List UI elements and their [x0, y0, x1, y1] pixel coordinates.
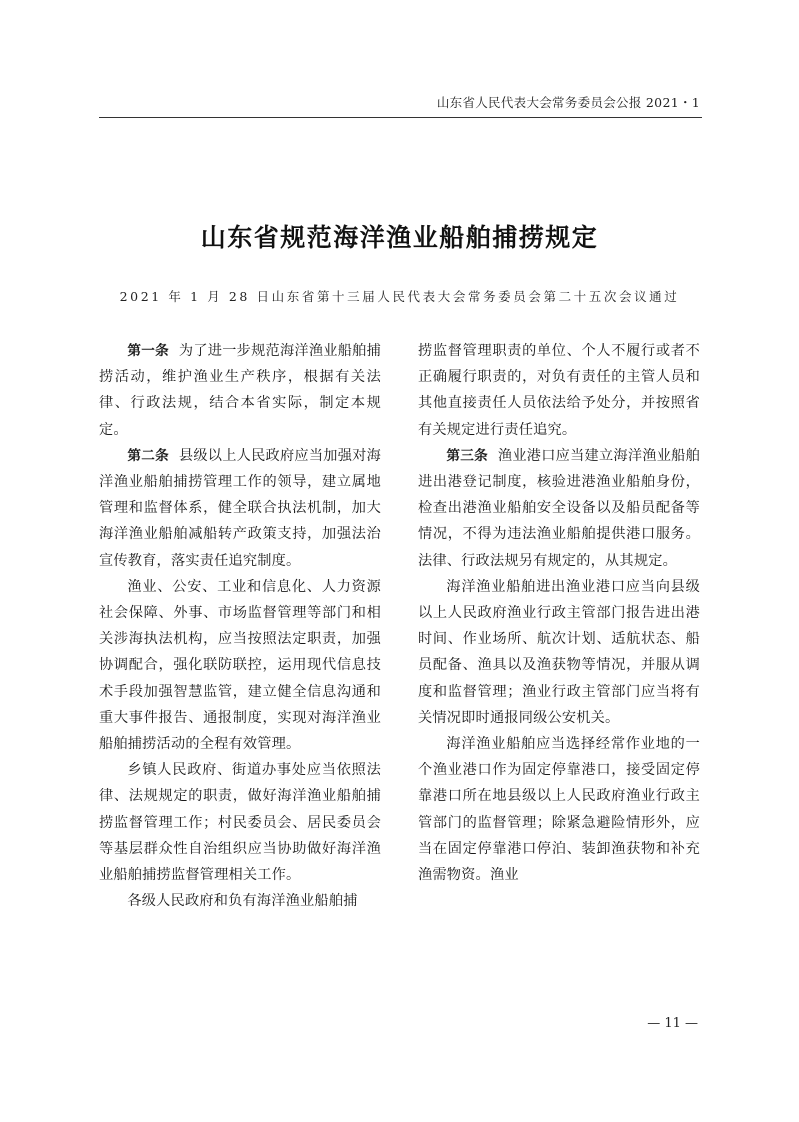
left-column [99, 338, 381, 914]
article-2-paragraph [99, 443, 381, 574]
running-header: 山东省人民代表大会常务委员会公报 2021・1 [436, 95, 700, 110]
article-2-clause-4-continued: 捞监督管理职责的单位、个人不履行或者不正确履行职责的，对负有责任的主管人员和其他直接责任人员依法给予处分，并按照省有关规定进行责任追究。 [418, 343, 700, 438]
right-column [418, 338, 700, 888]
page-number: — 11 — [647, 1016, 698, 1031]
article-2-clause-3: 乡镇人民政府、街道办事处应当依照法律、法规规定的职责，做好海洋渔业船舶捕捞监督管理工作；村民委员会、居民委员会等基层群众性自治组织应当协助做好海洋渔业船舶捕捞监督管理相关工作。 [99, 762, 381, 884]
header-divider [99, 117, 702, 118]
article-2-clause-4-start: 各级人民政府和负有海洋渔业船舶捕 [127, 893, 358, 910]
article-2-clause-2: 渔业、公安、工业和信息化、人力资源社会保障、外事、市场监督管理等部门和相关涉海执法机构，应当按照法定职责，加强协调配合，强化联防联控，运用现代信息技术手段加强智慧监管，建立健全信息沟通和重大事件报告、通报制度，实现对海洋渔业船舶捕捞活动的全程有效管理。 [99, 578, 381, 753]
article-3-clause-3: 海洋渔业船舶应当选择经常作业地的一个渔业港口作为固定停靠港口，接受固定停靠港口所在地县级以上人民政府渔业行政主管部门的监督管理；除紧急避险情形外，应当在固定停靠港口停泊、装卸渔获物和补充渔需物资。渔业 [418, 736, 700, 884]
article-1-label: 第一条 [127, 343, 169, 359]
article-1-text: 为了进一步规范海洋渔业船舶捕捞活动，维护渔业生产秩序，根据有关法律、行政法规，结合本省实际，制定本规定。 [99, 343, 381, 438]
article-3-text: 渔业港口应当建立海洋渔业船舶进出港登记制度，核验进港渔业船舶身份，检查出港渔业船舶安全设备以及船员配备等情况，不得为违法渔业船舶提供港口服务。法律、行政法规另有规定的，从其规定。 [418, 447, 700, 569]
article-2-label: 第二条 [127, 447, 169, 464]
article-1-paragraph [99, 338, 381, 443]
document-title: 山东省规范海洋渔业船舶捕捞规定 [200, 223, 599, 252]
article-3-paragraph [418, 443, 700, 574]
adoption-note: 2021 年 1 月 28 日山东省第十三届人民代表大会常务委员会第二十五次会议通过 [119, 289, 680, 304]
article-3-clause-2: 海洋渔业船舶进出渔业港口应当向县级以上人民政府渔业行政主管部门报告进出港时间、作业场所、航次计划、适航状态、船员配备、渔具以及渔获物等情况，并服从调度和监督管理；渔业行政主管部门应当将有关情况即时通报同级公安机关。 [418, 578, 700, 726]
article-3-label: 第三条 [446, 447, 488, 464]
article-2-text: 县级以上人民政府应当加强对海洋渔业船舶捕捞管理工作的领导，建立属地管理和监督体系，健全联合执法机制，加大海洋渔业船舶减船转产政策支持，加强法治宣传教育，落实责任追究制度。 [99, 447, 381, 569]
